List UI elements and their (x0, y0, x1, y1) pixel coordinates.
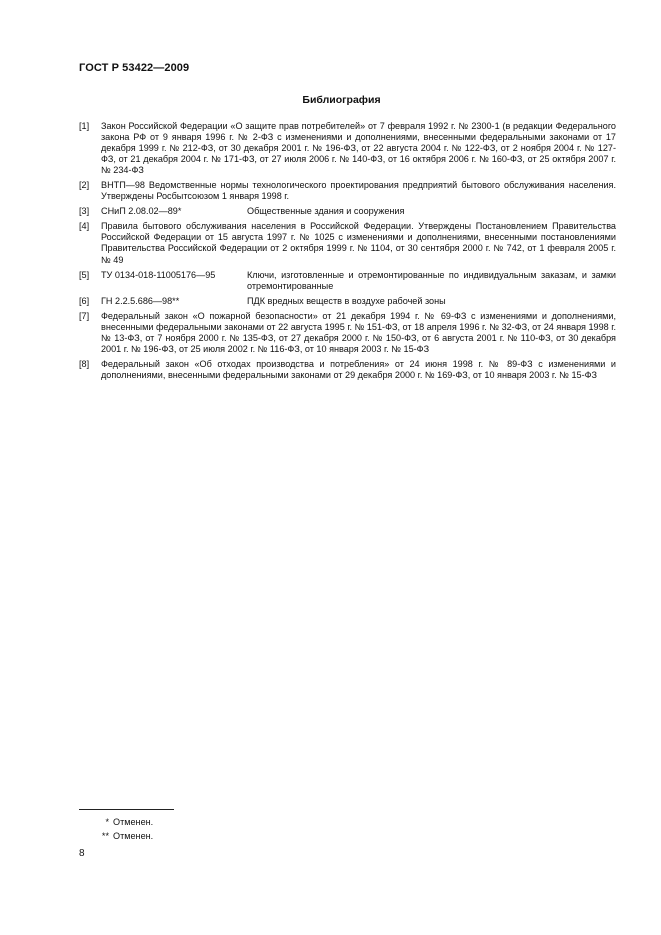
bibliography-entry-1 (79, 121, 616, 176)
footnote-2 (79, 829, 153, 843)
page-number: 8 (79, 848, 85, 859)
bibliography-entry-8 (79, 359, 616, 381)
entry-number: [3] (79, 206, 90, 217)
entry-text: ВНТП—98 Ведомственные нормы технологического проектирования предприятий бытового обслуживания населения. Утверждены Росбытсоюзом 1 января 1998 г. (101, 180, 616, 202)
standard-header: ГОСТ Р 53422—2009 (79, 62, 190, 74)
entry-number: [4] (79, 221, 90, 232)
entry-description: Общественные здания и сооружения (247, 206, 405, 217)
entry-text: Федеральный закон «Об отходах производства и потребления» от 24 июня 1998 г. № 89-ФЗ с изменениями и дополнениями, внесенными федеральными законами от 29 декабря 2000 г. № 169-ФЗ, от 10 января 2003 г. № 15-ФЗ (101, 358, 616, 380)
entry-number: [7] (79, 310, 90, 321)
footnote-mark: * (105, 817, 109, 827)
entry-text: Федеральный закон «О пожарной безопасности» от 21 декабря 1994 г. № 69-ФЗ с изменениями и дополнениями, внесенными федеральными законами от 22 августа 1995 г. № 151-ФЗ, от 18 апреля 1996 г. № 32-ФЗ, от 24 января 1998 г. № 13-ФЗ, от 7 ноября 2000 г. № 135-ФЗ, от 27 декабря 2000 г. № 150-ФЗ, от 6 августа 2001 г. № 110-ФЗ, от 30 декабря 2001 г. № 196-ФЗ, от 25 июля 2002 г. № 116-ФЗ, от 10 января 2003 г. № 15-ФЗ (101, 310, 616, 354)
footnote-mark: ** (101, 831, 109, 841)
footnotes (79, 815, 153, 843)
section-title: Библиография (302, 94, 381, 106)
bibliography-entry-5 (79, 270, 616, 292)
entry-number: [5] (79, 269, 90, 280)
entry-number: [8] (79, 358, 90, 369)
entry-text: Закон Российской Федерации «О защите прав потребителей» от 7 февраля 1992 г. № 2300-1 (в редакции Федерального закона РФ от 9 января 1996 г. № 2-ФЗ с изменениями и дополнениями, внесенными федеральными законами от 17 декабря 1999 г. № 212-ФЗ, от 30 декабря 2001 г. № 196-ФЗ, от 22 августа 2004 г. № 122-ФЗ, от 2 ноября 2004 г. № 127-ФЗ, от 21 декабря 2004 г. № 171-ФЗ, от 27 июля 2006 г. № 140-ФЗ, от 16 октября 2006 г. № 160-ФЗ, от 25 октября 2007 г. № 234-ФЗ (101, 121, 616, 176)
bibliography-entry-4 (79, 221, 616, 265)
bibliography-list (79, 121, 616, 385)
entry-description: Ключи, изготовленные и отремонтированные по индивидуальным заказам, и замки отремонтированные (247, 269, 616, 291)
entry-number: [6] (79, 295, 90, 306)
footnote-1 (79, 815, 153, 829)
entry-document-code: ТУ 0134-018-11005176—95 (101, 269, 216, 280)
entry-document-code: СНиП 2.08.02—89* (101, 206, 182, 217)
bibliography-entry-2 (79, 180, 616, 202)
entry-description: ПДК вредных веществ в воздухе рабочей зоны (247, 295, 446, 306)
entry-number: [2] (79, 180, 90, 191)
bibliography-entry-7 (79, 311, 616, 355)
footnote-divider (79, 809, 174, 810)
footnote-text: Отменен. (113, 817, 154, 827)
entry-text: Правила бытового обслуживания населения в Российской Федерации. Утверждены Постановлением Правительства Российской Федерации от 15 августа 1997 г. № 1025 с изменениями и дополнениями, внесенными постановлениями Правительства Российской Федерации от 2 октября 1999 г. № 1104, от 30 сентября 2000 г. № 742, от 1 февраля 2005 г. № 49 (101, 221, 616, 265)
bibliography-entry-6 (79, 296, 616, 307)
entry-number: [1] (79, 121, 90, 131)
entry-document-code: ГН 2.2.5.686—98** (101, 295, 180, 306)
footnote-text: Отменен. (113, 831, 154, 841)
bibliography-entry-3 (79, 206, 616, 217)
